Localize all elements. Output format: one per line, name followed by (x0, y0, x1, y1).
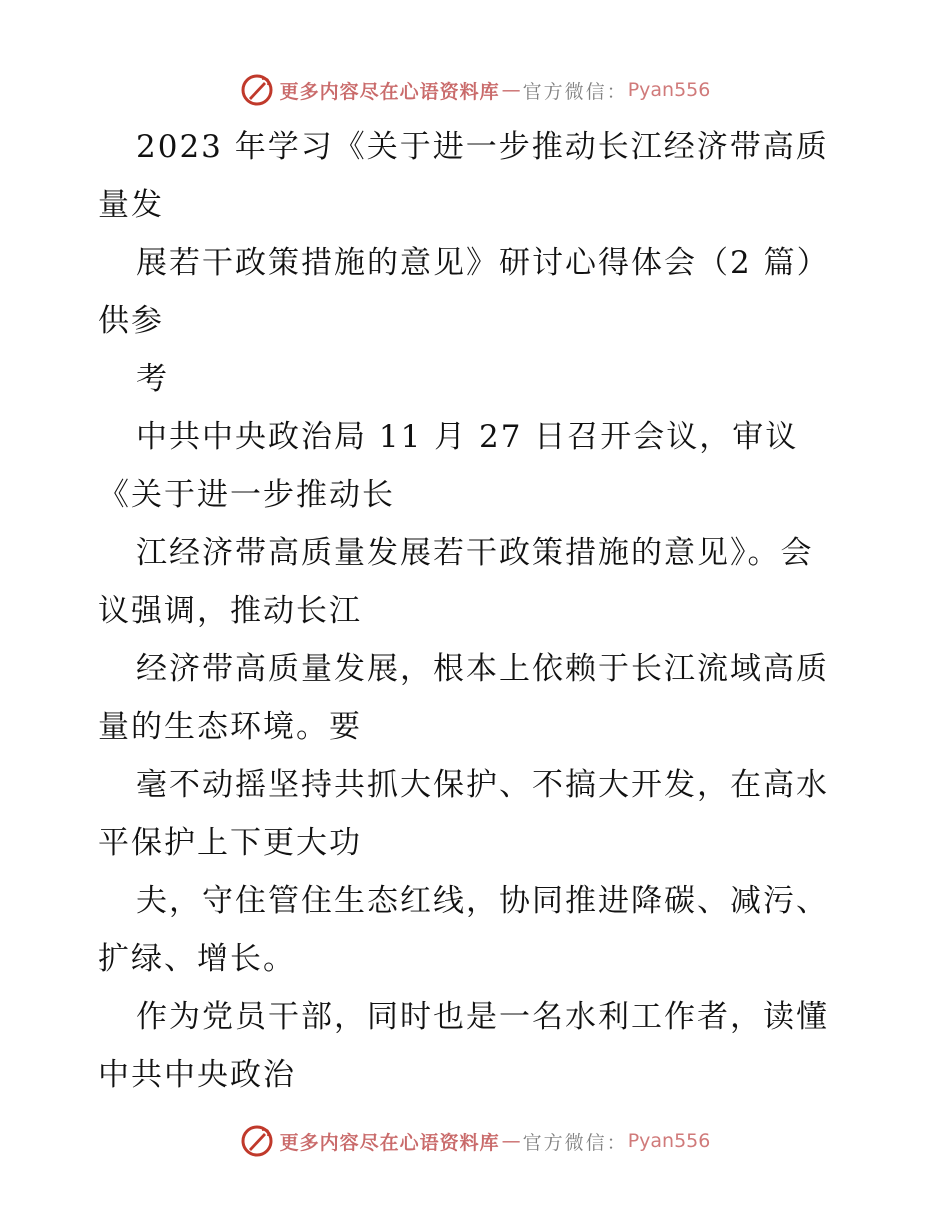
watermark-brand: 更多内容尽在心语资料库 (279, 80, 500, 103)
text-line: 展若干政策措施的意见》研讨心得体会（2 篇） (136, 245, 830, 281)
watermark-wechat-id: Pyan556 (627, 79, 711, 101)
text-line: 扩绿、增长。 (98, 941, 296, 977)
document-body (98, 118, 858, 1104)
header-watermark (0, 70, 950, 110)
watermark-brand: 更多内容尽在心语资料库 (279, 1131, 500, 1154)
watermark-official: 官方微信： (522, 80, 628, 103)
text-line: 毫不动摇坚持共抓大保护、不搞大开发，在高水 (136, 767, 829, 803)
text-line: 平保护上下更大功 (98, 825, 362, 861)
text-line: 供参 (98, 303, 164, 339)
watermark-dash: — (501, 79, 521, 101)
text-line: 考 (136, 361, 169, 397)
watermark-wechat-id: Pyan556 (627, 1130, 711, 1152)
text-line: 2023 年学习《关于进一步推动长江经济带高质 (136, 129, 829, 165)
text-line: 作为党员干部，同时也是一名水利工作者，读懂 (136, 999, 829, 1035)
text-line: 议强调，推动长江 (98, 593, 362, 629)
text-line: 量的生态环境。要 (98, 709, 362, 745)
quill-seal-icon (240, 1124, 274, 1158)
quill-seal-icon (240, 73, 274, 107)
text-line: 中共中央政治局 11 月 27 日召开会议，审议 (136, 419, 799, 455)
text-line: 经济带高质量发展，根本上依赖于长江流域高质 (136, 651, 829, 687)
footer-watermark (0, 1121, 950, 1161)
watermark-official: 官方微信： (522, 1131, 628, 1154)
text-line: 量发 (98, 187, 164, 223)
text-line: 江经济带高质量发展若干政策措施的意见》。会 (136, 535, 814, 571)
text-line: 《关于进一步推动长 (98, 477, 395, 513)
text-line: 中共中央政治 (98, 1057, 296, 1093)
watermark-dash: — (501, 1130, 521, 1152)
text-line: 夫，守住管住生态红线，协同推进降碳、减污、 (136, 883, 829, 919)
